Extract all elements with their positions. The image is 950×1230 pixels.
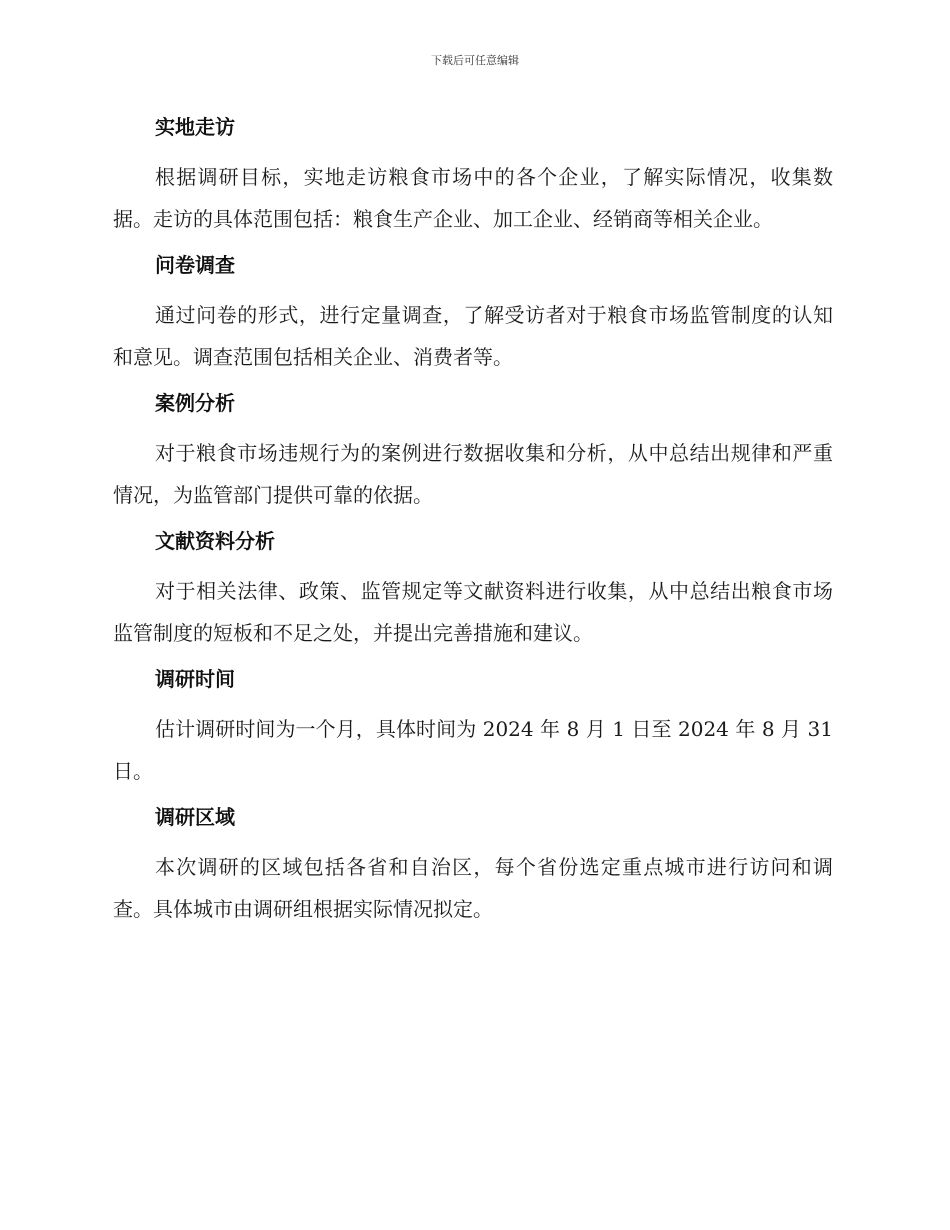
section-heading: 实地走访 (155, 115, 235, 139)
section-questionnaire (113, 248, 833, 378)
section-literature-analysis (113, 524, 833, 654)
section-heading: 文献资料分析 (155, 529, 275, 553)
section-heading: 问卷调查 (155, 253, 235, 277)
section-body: 对于相关法律、政策、监管规定等文献资料进行收集，从中总结出粮食市场监管制度的短板和不足之处，并提出完善措施和建议。 (113, 579, 833, 645)
section-body: 对于粮食市场违规行为的案例进行数据收集和分析，从中总结出规律和严重情况，为监管部门提供可靠的依据。 (113, 441, 833, 507)
section-case-analysis (113, 386, 833, 516)
section-heading: 案例分析 (155, 391, 235, 415)
section-body: 本次调研的区域包括各省和自治区，每个省份选定重点城市进行访问和调查。具体城市由调研组根据实际情况拟定。 (113, 855, 833, 921)
document-content (113, 110, 833, 938)
section-site-visit (113, 110, 833, 240)
section-research-time (113, 662, 833, 792)
section-research-region (113, 800, 833, 930)
section-heading: 调研时间 (155, 667, 235, 691)
header-note: 下载后可任意编辑 (431, 54, 519, 67)
section-body: 估计调研时间为一个月，具体时间为 2024 年 8 月 1 日至 2024 年 8 月 31 日。 (113, 717, 833, 783)
section-heading: 调研区域 (155, 805, 235, 829)
section-body: 通过问卷的形式，进行定量调查，了解受访者对于粮食市场监管制度的认知和意见。调查范围包括相关企业、消费者等。 (113, 303, 833, 369)
section-body: 根据调研目标，实地走访粮食市场中的各个企业，了解实际情况，收集数据。走访的具体范围包括：粮食生产企业、加工企业、经销商等相关企业。 (113, 165, 833, 231)
